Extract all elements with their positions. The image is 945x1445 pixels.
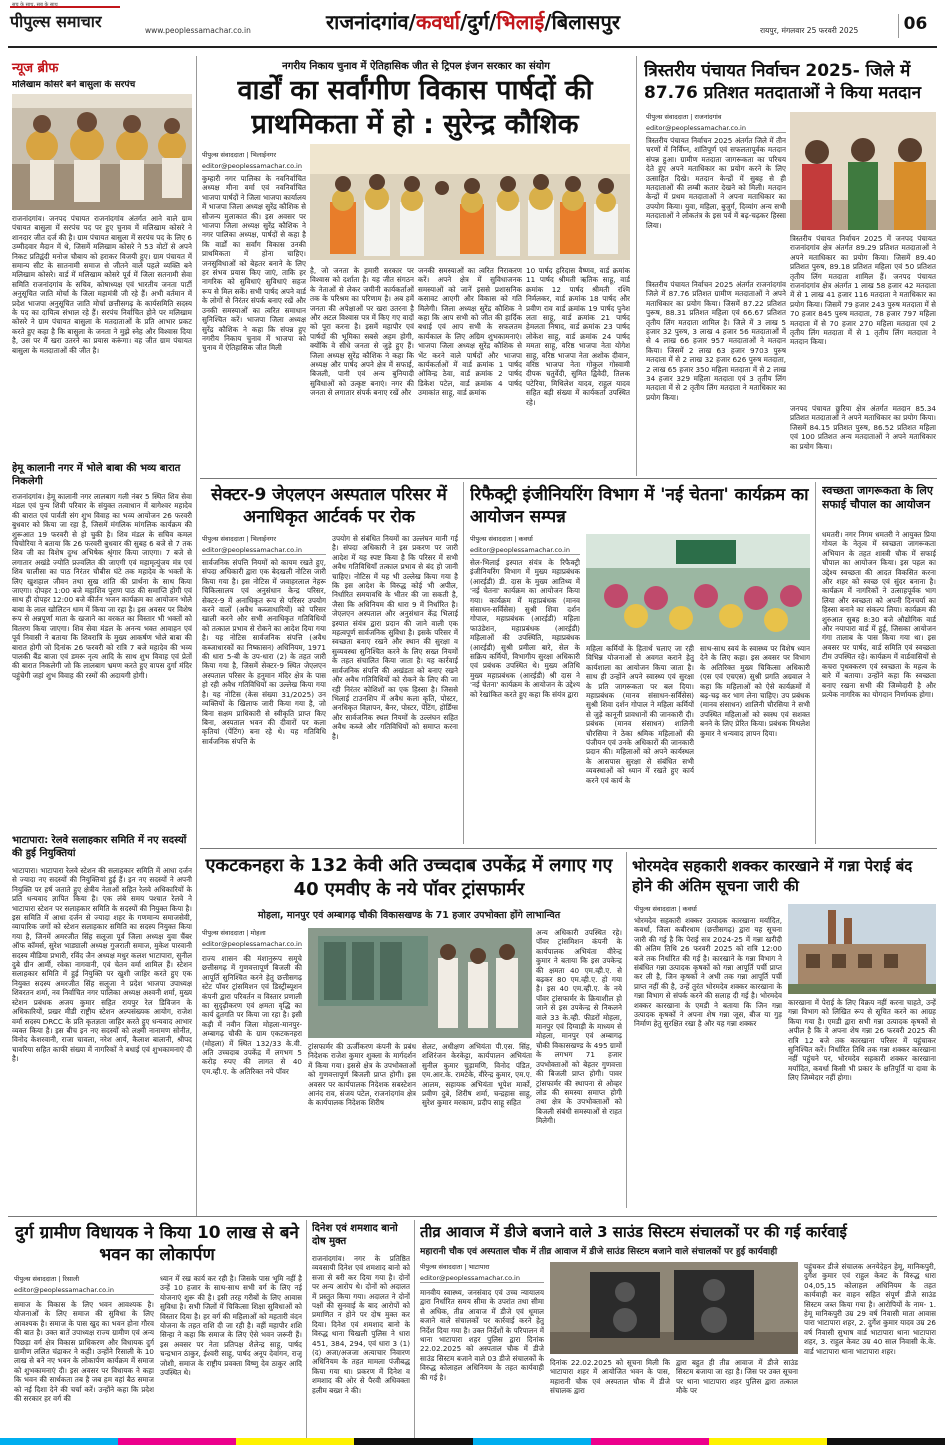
lead-kicker: नगरीय निकाय चुनाव में ऐतिहासिक जीत से ट्रिपल इंजन सरकार का संयोग [282,61,550,72]
brief-body-2: राजनांदगांव। हेमू कालानी नगर लालबाग गली नंबर 5 स्थित शिव सेवा मंडल एवं पुन्य शिवी परिवार के संयुक्त तत्वाधान में बागेश्वर महादेव की बारात एवं पार्वती संग शुभ विवाह का भव्य आयोजन 26 फरवरी बुधवार को किया जा रहा है, जिसमें मंगलिक मांगलिक कार्यक्रम की शुरूआत 19 फरवरी से हो चुकी है। शिव मंडल के सचिव कमल चिचोरिया ने बताया कि 26 फरवरी बुधवार की सुबह 6 बजे से 7 तक शिव जी का विशेष दुग्ध अभिषेक श्रृंगार किया जाएगा। 7 बजे से लगातार अखंडे ज्योति प्रज्वलित की जाएगी एवं महामृत्युंजय मंत्र एवं शिव चालीसा का पाठ निरंतर चौबीस घंटे तक महादेव के भक्तों के लिए खुशहाल जीवन तथा सुख शांति की प्रार्थना के साथ किया जाएगा। दोपहर 1:00 बजे महाशिव पुराण पाठ की समाप्ति होगी एवं साथ ही दोपहर 12:00 बजे कीर्तन भजन कार्यक्रम का आयोजन भोले बाबा के लाल खोलिटन धाम में किया जा रहा है। इस अवसर पर विशेष रूप से अन्नपूर्णा माता के खजाने का वरकत का विस्तार भी भक्तों को वितरण किया जाएगा। शिव सेवा मंडल के अनन्य भक्त आवाहन एवं पूर्व निवासी ने बताया कि शिवरात्रि के मुख्य आकर्षण भोले बाबा की बारात होगी जो दिनांक 26 फरवरी को रात्रि 7 बजे महादेव की भव्य पालकी बैंड बाजा एवं डमरू नृत्य आदि के साथ शुभ विवाह एवं प्रेतों की बारात निकलेगी जो कि लालबाग भ्रमण करते हुए वापस दुर्गा मंदिर पहुंचेगी जहां शुभ विवाह की रस्मों की अदायगी होगी। [12,492,192,680]
sugar-photo-factory [788,904,936,994]
column-rule [414,1220,415,1438]
brief-headline-1: मलिखाम कोसरे बने बासुला के सरपंच [12,80,136,90]
section-title [326,8,620,35]
dowry-headline: दिनेश एवं शमशाद बानो दोष मुक्त [312,1223,398,1247]
dj-headline: तीव्र आवाज में डीजे बजाने वाले 3 साउंड सिस्टम संचालकों पर की गई कार्रवाई [420,1223,847,1241]
chetna-headline: रिफैक्ट्री इंजीनियरिंग विभाग में 'नई चेतना' कार्यक्रम का आयोजन सम्पन्न [470,485,809,527]
brief-photo-garland [12,94,192,210]
section-rule [8,1216,937,1217]
masthead-rule [8,46,937,48]
transformer-byline: पीपुल्स संवाददाता | मोहला [202,929,266,937]
masthead [0,0,945,50]
column-rule [815,482,816,844]
dj-body-4: पहुंचकर डीजे संचालक अनयेदेहन हेमू, मानिकपुरी, दुर्गेश कुमार एवं राहुल केवट के विरुद्ध धारा 04,05,15 कोलाहल अधिनियम के तहत कार्यवाही कर वाहन सहित संपूर्ण डीजे साउंड सिस्टम जब्त किया गया है। आरोपियों के नाम- 1. हेमू मानिकपुरी उम्र 29 वर्ष निवासी माता आवास पारा भाटापारा शहर, 2. दुर्गेश कुमार यादव उम्र 26 वर्ष निवासी सुभाष वार्ड भाटापारा थाना भाटापारा शहर, 3. राहुल केवट उम्र 40 साल निवासी के.के. वार्ड भाटापारा थाना भाटापारा शहर। [804,1262,936,1356]
panchayat-headline: त्रिस्तरीय पंचायत निर्वाचन 2025- जिले में 87.76 प्रतिशत मतदाताओं ने किया मतदान [644,61,922,103]
panchayat-photo-voters [790,112,936,230]
panchayat-email: editor@peoplessamachar.co.in [646,124,786,133]
print-colorbar [0,1438,945,1445]
sugar-body-2: कारखाना में पेराई के लिए विक्रय नहीं करना चाहते, उन्हें गन्ना विभाग को लिखित रूप से सूचित करने का आग्रह किया गया है। एमडी द्वारा सभी गन्ना उत्पादक कृषकों से अपील है कि वे अपना शेष गन्ना 26 फरवरी 2025 की रात्रि 12 बजे तक कारखाना परिसर में पहुंचाकर सुनिश्चित करें। निर्धारित तिथि तक गन्ना शक्कर कारखाना नहीं पहुंचने पर, भोरमदेव सहकारी शक्कर कारखाना मर्यादित, कवर्धा किसी भी प्रकार के क्षतिपूर्ति या दावा के लिए जिम्मेदार नहीं होगा। [788,998,936,1083]
lead-byline: पीपुल्स संवाददाता | भिलाईनगर [202,151,277,159]
page-number: 06 [898,14,932,38]
chetna-body-3: साथ-साथ स्वयं के स्वास्थ्य पर विशेष ध्यान देने के लिए कहा। इस अवसर पर विभाग के अतिरिक्त मुख्य चिकित्सा अधिकारी (एस एवं एचएस) सुश्री प्रगति अग्रवाल ने कहा कि महिलाओं को ऐसे कार्यक्रमों में बढ़-चढ़ कर भाग लेना चाहिए। उप प्रबंधक (मानव संसाधन) शालिनी चौरसिया ने सभी उपस्थित महिलाओं को स्वस्थ एवं सशक्त बनने के लिए प्रेरित किया। प्रबंधक मिथलेश कुमार ने धन्यवाद ज्ञापन दिया। [700,644,810,738]
section-sep: / [408,10,416,34]
lead-headline: वार्डों का सर्वांगीण विकास पार्षदों की प्राथमिकता में हो : सुरेन्द्र कौशिक [237,75,593,140]
panchayat-byline: पीपुल्स संवाददाता | राजनांदगांव [646,113,722,121]
section-sep: / [544,10,552,34]
sugar-byline: पीपुल्स संवाददाता | कवर्धा [634,905,697,913]
dj-body-3: द्वारा बहुत ही तीव्र आवाज में डीजे साउंड सिस्टम बजाया जा रहा है। जिस पर उक्त सूचना पर थाना भाटापारा शहर पुलिस द्वारा तत्काल मौके पर [676,1358,798,1396]
durg-byline: पीपुल्स संवाददाता | रिसाली [14,1275,80,1283]
chetna-photo-audience [586,534,810,640]
brand-logo: पीपुल्स समाचार [10,12,102,31]
jln-byline: पीपुल्स संवाददाता | भिलाईनगर [202,535,277,543]
website-link[interactable]: www.peoplessamachar.co.in [145,26,251,35]
dj-body-2: दिनांक 22.02.2025 को सूचना मिली कि भाटापारा शहर में आयोजित भवन के पास, महारानी चौक एवं अस्पताल चौक में डीजे संचालक द्वारा [550,1358,670,1396]
column-rule [626,852,627,1208]
chetna-email: editor@peoplessamachar.co.in [470,546,580,555]
dateline: रायपुर, मंगलवार 25 फरवरी 2025 [760,26,859,35]
brief-body-3: भाटापारा। भाटापारा रेलवे स्टेशन की सलाहकार समिति में आधा दर्जन से ज्यादा नए सदस्यों की नियुक्तियां हुई हैं। इन नए सदस्यों ने अपनी नियुक्ति पर हर्ष जताते हुए क्षेत्रीय नेताओं सहित रेलवे अधिकारियों के प्रति धन्यवाद ज्ञापित किया है। एक लंबे समय पश्चात रेलवे ने भाटापारा स्टेशन पर सलाहकार समिति के सदस्यों की नियुक्त किया है। इस समिति में आधा दर्जन से ज्यादा शहर के गणमान्य समाजसेवी, व्यापारिक जगों को स्टेशन सलाहकार समिति का सदस्य नियुक्त किया गया है, जिनमें अमरजीत सिंह सलूजा पूर्व जिला अध्यक्ष युवा चैंबर ऑफ कॉमर्स, सुरेश भाड्याली अध्यक्ष गुजराती समाज, मुकेश पारवानी सदस्य मीडिया प्रभारी, रविंद जैन अध्यक्ष मधुर कलश भाटापारा, सुनील दुबे ग्रीन आर्मी, रवेका नागवानी, एवं चेतन वर्मा शामिल हैं। स्टेशन सलाहकार समिति में हुई नियुक्ति पर खुशी जाहिर करते हुए एक नियुक्त सदस्य अमरजीत सिंह सलूजा ने प्रदेश भाजपा उपाध्यक्ष शिवरतन शर्मा, नव निर्वाचित नगर पालिका अध्यक्ष अश्वनी शर्मा, मुख्य स्टेशन प्रबंधक अजय कुमार सहित रायपुर रेल डिविजन के अधिकारियों, प्रखर मीडी राष्ट्रीय स्टेशन अल्पसंख्यक आयोग, राजेश वर्मा सदस्य DRCC के प्रति कृतज्ञता जाहिर करते हुए धन्यवाद आभार व्यक्त किया है। इस बीच इन नए सदस्यों को लक्ष्मी नानामण सोनीत, विनोद केशरवानी, राजा चावला, नरेश आर्य, कैलाश बालानी, श्रीपद चावरिया सहित काफी संख्या में नागरिकों ने बधाई एवं शुभकामनाएं दी है। [12,866,192,1064]
lead-email: editor@peoplessamachar.co.in [202,162,302,170]
dj-photo-speakers [550,1262,798,1354]
transformer-email: editor@peoplessamachar.co.in [202,940,302,948]
sugar-headline: भोरमदेव सहकारी शक्कर कारखाने में गन्ना पेराई बंद होने की अंतिम सूचना जारी की [632,857,913,895]
news-brief-label: न्यूज ब्रीफ [12,61,59,76]
panchayat-body-2: त्रिस्तरीय पंचायत निर्वाचन 2025 अंतर्गत राजनांदगांव जिले में 87.76 प्रतिशत ग्रामीण मतदाताओं ने अपने मताधिकार का प्रयोग किया। जिसमें 87.22 प्रतिशत पुरूष, 88.31 प्रतिशत महिला एवं 66.67 प्रतिशत तृतीय लिंग मतदाता शामिल है। जिले में 3 लाख 5 हजार 32 पुरुष, 3 लाख 4 हजार 56 मतदाताओं में से 4 लाख 66 हजार 957 मतदाताओं ने मतदान किया। जिसमें 2 लाख 63 हजार 9703 पुरुष मतदाता में से 2 लाख 32 हजार 626 पुरुष मतदाता, 2 लाख 65 हजार 350 महिला मतदाता में से 2 लाख 34 हजार 329 महिला मतदाता एवं 3 तृतीय लिंग मतदाता में से 2 तृतीय लिंग मतदाता ने मताधिकार का प्रयोग किया। [646,280,786,402]
brand-tagline: सच के साथ, सब के साथ [12,2,58,8]
section-city-kawardha: कवर्धा [415,10,460,34]
transformer-body-2: ट्रांसफार्मर की ऊर्जीकरण कंपनी के प्रबंध निदेशक राजेश कुमार शुक्ला के मार्गदर्शन में किया गया। इससे क्षेत्र के उपभोक्ताओं को गुणवत्तापूर्ण बिजली प्राप्त होगी। इस अवसर पर कार्यपालक निदेशक सबस्टेशन आनंद राव, संजय पटेल, राजनांदगांव क्षेत्र के कार्यपालक निदेशक शिरीष [308,1042,416,1108]
section-city-durg: दुर्ग [467,10,490,34]
section-city-rajnandgaon: राजनांदगांव [326,10,409,34]
section-sep: / [489,10,497,34]
transformer-subhead: मोहला, मानपुर एवं अम्बागढ़ चौकी विकासखण्ड के 71 हजार उपभोक्ता होंगे लाभान्वित [257,910,561,921]
jln-email: editor@peoplessamachar.co.in [202,546,326,555]
sugar-body-1: भोरमदेव सहकारी शक्कर उत्पादक कारखाना मर्यादित, कवर्धा, जिला कबीरधाम (छत्तीसगढ़) द्वारा यह सूचना जारी की गई है कि पेराई सत्र 2024-25 में गन्ना खरीदी की अंतिम तिथि 26 फरवरी 2025 को रात्रि 12:00 बजे तक निर्धारित की गई है। कारखाने के गन्ना विभाग ने संबंधित गन्ना उत्पादक कृषकों को गन्ना आपूर्ति पर्ची प्राप्त कर ली है, जिन कृषकों ने अभी तक गन्ना आपूर्ति पर्ची प्राप्त नहीं की है, उन्हें तुरंत भोरमदेव शक्कर कारखाना के गन्ना विभाग से संपर्क करने की सलाह दी गई है। भोरमदेव शक्कर कारखाना के एमडी ने बताया कि जिन गन्ना उत्पादक कृषकों ने अपना शेष गन्ना जूस, बीज या गुड़ निर्माण हेतु सुरक्षित रखा है और यह गन्ना शक्कर [634,916,782,1029]
lead-body-1: कुम्हारी नगर पालिका के नवनिर्वाचित अध्यक्ष मीना वर्मा एवं नवनिर्वाचित भाजपा पार्षदों ने जिला भाजपा कार्यालय में भाजपा जिला अध्यक्ष सुरेंद्र कौशिक से सौजन्य मुलाकात की। इस अवसर पर भाजपा जिला अध्यक्ष सुरेंद्र कौशिक ने नगर पालिका अध्यक्ष, पार्षदों से कहा है कि वार्डों का सर्वांग विकास उनकी प्राथमिकता में होना चाहिए। जनसुविधाओं को बेहतर बनाने के लिए हर संभव प्रयास किए जाएं, ताकि हर नागरिक को सुविधाएं सुविधाएं सहज रूप से मिल सकें। सभी पार्षद अपने वार्ड के लोगों से निरंतर संपर्क बनाए रखें और उनकी समस्याओं का त्वरित समाधान सुनिश्चित करें। भाजपा जिला अध्यक्ष सुरेंद्र कौशिक ने कहा कि संपन्न हुए नगरीय निकाय चुनाव में भाजपा को चुनाव में ऐतिहासिक जीत मिली [202,174,306,353]
brief-body-1: राजनांदगांव। जनपद पंचायत राजनांदगांव अंतर्गत आने वाले ग्राम पंचायत बासुला में सरपंच पद पर हुए चुनाव में मलिखाम कोसरे ने शानदार जीत दर्ज की है। ग्राम पंचायत बासुला में सरपंच पद के लिए 6 उम्मीदवार मैदान में थे, जिसमें मलिखाम कोसरे ने 53 वोटों से अपने निकट प्रतिद्वंदी मनोज चौबाय को हराकर विजयी हुए। ग्राम पंचायत में समान्य सीट के सातनामी समाज से जीतने वाले पहले व्यक्ति बने मलिखाम कोसरे। वार्ड में मलिखाम कोसरे पूर्व में जिला सतनामी सेवा समिति राजनांदगांव के सचिव, कोषाध्यक्ष एवं भारतीय जनता पार्टी अनुसूचित जाति मोर्चा के जिला महामंत्री जी रहे हैं। अभी वर्तमान में प्रदेश भाजपा अनुसूचित जाति मोर्चा छत्तीसगढ़ के कार्यसमिति सदस्य के पद का दायित्व संभाल रहे हैं। सरपंच निर्वाचित होने पर मलिखाम कोसरे ने ग्राम पंचायत बासुला के मतदाताओं के प्रति आभार प्रकट करते हुए कहा है कि बासुला के जनता ने मुझे स्नेह और विश्वास दिया है, उस पर मैं खरा उतरने का प्रयास करूंगा। वह जीत ग्राम पंचायत बासुला के मतदाताओं की जीत है। [12,214,192,355]
dj-email: editor@peoplessamachar.co.in [420,1274,544,1283]
section-city-bhilai: भिलाई [496,10,545,34]
section-sep: / [459,10,468,34]
column-rule [196,56,197,1216]
brief-headline-3: भाटापारा: रेलवे सलाहकार समिति में नए सदस्यों की हुई नियुक्तियां [12,835,187,859]
column-rule [463,482,464,844]
swachhta-headline: स्वच्छता जागरूकता के लिए सफाई चौपाल का आयोजन [822,484,933,511]
transformer-body-3: सेलट, अधीक्षण अभियंता पी.एस. सिंह, शशिरंजन केरकेट्टा, कार्यपालन अभियंता सुनील कुमार चुड़ामणि, विनोद पंडित, एम.आर.के. रामटेके, वीरेन्द्र कुमार, एम.ए. आलम, सहायक अभियंता भूपेश मार्को, प्रवीण दुबे, शिरीष शर्मा, चन्द्रहास साहू, सुरेश कुमार मरकाम, प्रदीप साहू सहित [422,1042,532,1108]
column-rule [306,1220,307,1438]
swachhta-body: धमतरी। नगर निगम धमतरी ने आयुक्त प्रिया गोयल के नेतृत्व में स्वच्छता जागरूकता अभियान के तहत शास्त्री चौक में सफाई चौपाल का आयोजन किया। इस पहल का उद्देश्य स्वच्छता की आदत विकसित करना और शहर को स्वच्छ एवं सुंदर बनाना है। कार्यक्रम में नागरिकों ने उत्साहपूर्वक भाग लिया और स्वच्छता को अपनी दिनचर्या का हिस्सा बनाने का संकल्प लिया। कार्यक्रम की शुरुआत सुबह 8:30 बजे औद्योगिक वार्ड और नयापारा वार्ड में हुई, जिसका आयोजन गंगा तालाब के पास किया गया था। इस अवसर पर पार्षद, वार्ड समिति एवं स्वच्छता टीम उपस्थित रहे। कार्यक्रम में वार्डवासियों से कचरा पृथक्करण एवं स्वच्छता के महत्व के बारे में बताया। उन्होंने कहा कि स्वच्छता बनाए रखना सभी की जिम्मेदारी है और प्रत्येक नागरिक का योगदान निर्णायक होगा। [822,530,936,699]
panchayat-body-3: त्रिस्तरीय पंचायत निर्वाचन 2025 में जनपद पंचायत राजनांदगांव क्षेत्र अंतर्गत 89.29 प्रतिशत मतदाताओं ने अपने मताधिकार का प्रयोग किया। जिसमें 89.40 प्रतिशत पुरुष, 89.18 प्रतिशत महिला एवं 50 प्रतिशत तृतीय लिंग मतदाता शामिल हैं। जनपद पंचायत राजनांदगांव क्षेत्र अंतर्गत 1 लाख 58 हजार 42 मतदाता में से 1 लाख 41 हजार 116 मतदाता ने मताधिकार का प्रयोग किया। जिसमें 79 हजार 243 पुरुष मतदाता में से 70 हजार 845 पुरुष मतदाता, 78 हजार 797 महिला मतदाता में से 70 हजार 270 महिला मतदाता एवं 2 तृतीय लिंग मतदाता में से 1 तृतीय लिंग मतदाता ने मतदान किया। [790,234,936,347]
section-city-bilaspur: बिलासपुर [551,10,620,34]
chetna-byline: पीपुल्स संवाददाता | कवर्धा [470,535,533,543]
lead-body-2: है, जो जनता के हमारी सरकार पर विश्वास को दर्शाता है। यह जीत संगठन के नेताओं से लेकर जमीनी कार्यकर्ताओं तक के परिश्रम का परिणाम है। अब हमें जनता की अपेक्षाओं पर खरा उतरना है और अटल विश्वास पत्र में किए गए वादों को पूरा करना है। इसमें महापौर एवं पार्षदों की भूमिका सबसे अहम होगी, क्योंकि वे सीधे जनता से जुड़े हुए हैं। जिला अध्यक्ष सुरेंद्र कौशिक ने कहा कि अध्यक्ष और पार्षद अपने क्षेत्र में सफाई, बिजली, पानी एवं अन्य बुनियादी सुविधाओं को उत्कृष्ट बनाएं। नगर की जनता से लगातार संपर्क बनाए रखें और [310,266,414,398]
lead-photo-meeting [310,144,630,260]
dowry-body: राजनांदगांव। नगर के प्रतिष्ठित व्यवसायी दिनेश एवं शमशाद बानो को सजा से बरी कर दिया गया है। दोनों पर अन्य आरोप थे। दोनों को अदालत में प्रस्तुत किया गया। अदालत ने दोनों पक्षों की सुनवाई के बाद आरोपों को प्रमाणित न होने पर दोष मुक्त कर दिया। दिनेश एवं शमशाद बानो के विरुद्ध थाना चिखली पुलिस ने धारा 451, 384, 294, एवं धारा 3 (1) (द) अजा/अजजा अत्याचार निवारण अधिनियम के तहत मामला पंजीबद्ध किया गया था। प्रकरण में दिनेश व शमशाद की ओर से पैरवी अधिवक्ता हलीम बख्श ने की। [312,1254,410,1395]
dj-body-1: मानवीय स्वास्थ्य, जनसंवाद एवं उच्च न्यायालय द्वारा निर्धारित समय सीमा के उपरांत तथा सीमा से अधिक, तीव्र आवाज में डीजे एवं धूमाल बजाने वाले संचालकों पर कार्रवाई करने हेतु निर्देश दिया गया है। उक्त निर्देशों के परिपालन में थाना भाटापारा शहर पुलिस द्वारा दिनांक 22.02.2025 को अस्पताल चौक में डीजे साउंड सिस्टम बजाने वाले 03 डीजे संचालकों के विरुद्ध कोलाहल अधिनियम के तहत कार्यवाही की गई है। [420,1288,544,1382]
section-rule [200,848,937,849]
transformer-body-4: अन्य अधिकारी उपस्थित रहे। पॉवर ट्रांसमिशन कंपनी के कार्यपालक अभियंता वीरेन्द्र कुमार ने बताया कि इस उपकेन्द्र की क्षमता 40 एम.व्ही.ए. से बढ़कर 80 एम.व्ही.ए. हो गया है। इस 40 एम.व्ही.ए. के नये पॉवर ट्रांसफार्मर के क्रियाशील हो जाने से इस उपकेन्द्र से निकलने वाले 33 के.व्ही. फीडरों मोहला, मानपुर एवं दिग्वाड़ी के माध्यम से मोहला, मानपुर एवं अम्बागढ़ चौकी विकासखण्ड के 495 ग्रामों के लगभग 71 हजार उपभोक्ताओं को बेहतर गुणवत्ता की बिजली प्राप्त होगी। पावर ट्रांसफार्मर की स्थापना से ओव्हर लोड की समस्या समाप्त होगी तथा क्षेत्र के उपभोक्ताओं को बिजली संबंधी समस्याओं से राहत मिलेगी। [536,928,622,1126]
jln-headline: सेक्टर-9 जेएलएन अस्पताल परिसर में अनाधिकृत आर्टवर्क पर रोक [211,485,447,527]
transformer-body-1: राज्य शासन की मंशानुरूप समूचे छत्तीसगढ़ में गुणवत्तापूर्ण बिजली की आपूर्ति सुनिश्चित करने हेतु छत्तीसगढ़ स्टेट पॉवर ट्रांसमिशन एवं डिस्ट्रीब्यूशन कंपनी द्वारा परिवर्तन व विस्तार प्रणाली का सुदृढ़ीकरण एवं क्षमता वृद्धि का कार्य द्रुतगति पर किया जा रहा है। इसी कड़ी में नवीन जिला मोहला-मानपुर-अम्बागढ़ चौकी के ग्राम एकटकनहरा (मोहला) में स्थित 132/33 के.वी. अति उच्चदाब उपकेंद्र में लगभग 5 करोड़ रुपए की लागत से 40 एम.व्ही.ए. के अतिरिक्त नये पॉवर [202,954,302,1076]
durg-body-2: ध्यान में रख कार्य कर रही है। जिसके पास भूमि नहीं है उन्हें 10 हजार के साथ-साथ सभी वर्ग के लिए नई योजनाएं शुरू की है। इसी तरह गरीबों के लिए आवास सुविधा है। सभी जिलों में चिकित्सा शिक्षा सुविधाओं को विस्तार दिया है। हर वर्ग की महिलाओं को महतारी वंदन योजना के तहत राशि दी जा रही है। वहीं महापौर शशि सिन्हा ने कहा कि समाज के लिए ऐसे भवन जरूरी हैं। इस अवसर पर नेता प्रतिपक्ष शैलेन्द्र साहू, पार्षद चन्द्रभान ठाकुर, ईश्वरी साहू, पार्षद अनूप देवांगन, राजू जोशी, समाज के राष्ट्रीय प्रवक्ता विष्णु देव ठाकुर आदि उपस्थित थे। [160,1274,302,1378]
jln-body-1: सार्वजनिक संपत्ति नियमों को कायम रखते हुए, संपदा अधिकारी द्वारा एक बेदखली नोटिस जारी किया गया है। इस नोटिस में जवाहरलाल नेहरू चिकित्सालय एवं अनुसंधान केन्द्र परिसर, सेक्टर-9 में अनाधिकृत रूप से परिसर उपयोग करने वालों (अवैध कब्जाधारियों) को परिसर खाली करने और सभी अनाधिकृत गतिविधियों को तत्काल प्रभाव से रोकने का आदेश दिया गया है। यह नोटिस सार्वजनिक संपत्ति (अवैध कब्जाधारकों का निष्कासन) अधिनियम, 1971 की धारा 5-बी के उप-धारा (2) के तहत जारी किया गया है, जिसमें सेक्टर-9 स्थित जेएलएन अस्पताल परिसर के हनुमान मंदिर क्षेत्र के पास हो रही अवैध गतिविधियों का उल्लेख किया गया है। यह नोटिस (केस संख्या 31/2025) उन व्यक्तियों के खिलाफ जारी किया गया है, जो बिना सक्षम प्राधिकारी से स्वीकृति प्राप्त किए बिना, अस्पताल भवन की दीवारों पर कला कृतियां (पेंटिंग) बना रहे थे। यह गतिविधि सार्वजनिक संपत्ति के [202,558,326,746]
lead-body-4: 10 पार्षद हरिदास वैष्णव, वार्ड क्रमांक 11 पार्षद श्रीमती ऋतिक साहू, वार्ड क्रमांक 12 पार्षद श्रीमती रश्मि निर्मलकर, वार्ड क्रमांक 18 पार्षद और प्रवीण राव वार्ड क्रमांक 19 पार्षद पुनेश लता साहू, वार्ड क्रमांक 21 पार्षद हेमलता निषाद, वार्ड क्रमांक 23 पार्षद लोकेश साहू, वार्ड क्रमांक 24 पार्षद ममता साहू, वरिष्ठ भाजपा नेता योगेश साहू, वरिष्ठ भाजपा नेता अशोक दीवान, वरिष्ठ भाजपा नेता गोकुल गोस्वामी दीपक चतुर्वेदी, सुमित द्विवेदी, तिलक पटेरिया, मिथिलेश यादव, राहुल यादव सहित बड़ी संख्या में कार्यकर्ता उपस्थित रहे। [526,266,630,407]
panchayat-body-1: त्रिस्तरीय पंचायत निर्वाचन 2025 अंतर्गत जिले में तीन चरणों में निर्विघ्न, शांतिपूर्ण एवं सफलतापूर्वक मतदान संपन्न हुआ। ग्रामीण मतदाता जागरूकता का परिचय देते हुए अपने मताधिकार का प्रयोग करने के लिए उत्साहित दिखे। मतदान केन्द्रों में सुबह से ही मतदाताओं की लम्बी कतार देखने को मिली। मतदान केन्द्रों में प्रथम मतदाताओं ने अपना मताधिकार का उपयोग किया। युवा, महिला, बुजुर्ग, दिव्यांग अन्य सभी मतदाताओं ने लोकतंत्र के इस पर्व में बढ़-चढ़कर हिस्सा लिया। [646,136,786,230]
chetna-body-1: सेल-भिलाई इस्पात संयंत्र के रिफैक्ट्री इंजीनियरिंग विभाग में मुख्य महाप्रबंधक (आरईडी) डी. दास के मुख्य आतिथ्य में 'नई चेतना' कार्यक्रम का आयोजन किया गया। कार्यक्रम में महाप्रबंधक (मानव संसाधन-सर्विसेस) सुश्री शिवा दर्शन गोपाल, महाप्रबंधक (आरईडी) महिला फाउंडेशन, महाप्रबंधक (आरईडी) महिलाओं की उपस्थिति, महाप्रबंधक (आरईडी) सुश्री प्रमीला बारे, सेल के सक्रिय कर्मियों, विभागीय सुरक्षा अधिकारी एवं प्रबंधक उपस्थित थे। मुख्य अतिथि मुख्य महाप्रबंधक (आरईडी) श्री दास ने 'नई चेतना' कार्यक्रम के आयोजन के उद्देश्य को रेखांकित करते हुए कहा कि संयंत्र द्वारा [470,558,580,699]
jln-body-2: उपयोग से संबंधित नियमों का उल्लंघन मानी गई है। संपदा अधिकारी ने इस प्रकरण पर जारी आदेश में यह स्पष्ट किया है कि परिसर में सभी अवैध गतिविधियाँ तत्काल प्रभाव से बंद हो जानी चाहिए। नोटिस में यह भी उल्लेख किया गया है कि इस आदेश के विरुद्ध कोई भी अपील, निर्धारित समयावधि के भीतर की जा सकती है, जैसा कि अधिनियम की धारा 9 में निर्धारित है। जेएलएन अस्पताल और अनुसंधान केंद्र भिलाई इस्पात संयंत्र द्वारा प्रदान की जाने वाली एक महत्वपूर्ण सार्वजनिक सुविधा है। इसके परिसर में स्वच्छता बनाए रखने और स्थान की सुरक्षा व सुव्यवस्था सुनिश्चित करने के लिए सख्त नियमों के तहत संचालित किया जाता है। यह कार्रवाई सार्वजनिक संपत्ति की अखंडता को बनाए रखने और अवैध गतिविधियों को रोकने के लिए की जा रही निरंतर कोशिशों का एक हिस्सा है। जिससे भिलाई टाउनशिप में अवैध कला कृति, पोस्टर, अनधिकृत विज्ञापन, बैनर, पोस्टर, पेंटिंग, होर्डिंग्स और सार्वजनिक स्थल नियमों के उल्लंघन सहित अवैध कब्जे और गतिविधियों को समाप्त करना है। [332,534,458,741]
durg-body-1: समाज के विकास के लिए भवन आवश्यक है। योजनाओं के लिए समाज की सुविधा के लिए आवश्यक है। समाज के पास खुद का भवन होना गौरव की बात है। उक्त बातें उपाध्यक्ष राज्य ग्रामीण एवं अन्य पिछड़ा वर्ग क्षेत्र विकास प्राधिकरण और विधायक दुर्ग ग्रामीण ललित चंद्राकर ने कही। उन्होंने रिसाली के 10 लाख से बने नए भवन के लोकार्पण कार्यक्रम में समाज को शुभकामनाएं दी। इस अवसर पर विधायक ने कहा कि भवन की सार्थकता तब है जब हम वहां बैठ समाज को नई दिशा देने की चर्चा करें। उन्होंने कहा कि प्रदेश की सरकार हर वर्ग की [14,1300,154,1404]
durg-headline: दुर्ग ग्रामीण विधायक ने किया 10 लाख से बने भवन का लोकार्पण [15,1223,299,1265]
lead-body-3: जनकी समस्याओं का त्वरित निराकरण करें। अपने क्षेत्र में सुविधाजनक समस्याओं को जानें इससे प्रशासनिक कसावट आएगी और विकास को गति मिलेगी। जिला अध्यक्ष सुरेंद्र कौशिक ने कहा कि आप सभी को जीत की हार्दिक बधाई एवं आप सभी के सफलतम कार्यकाल के लिए अग्रिम शुभकामनाएं। भाजपा जिला अध्यक्ष सुरेंद्र कौशिक से भेंट करने वाले पार्षदों और भाजपा कार्यकर्ताओं में वार्ड क्रमांक 1 पार्षद ओविन्द्र ठेवा, वार्ड क्रमांक 2 पार्षद डिकेश पटेल, वार्ड क्रमांक 4 पार्षद उमाकांत साहू, वार्ड क्रमांक [418,266,522,398]
durg-email: editor@peoplessamachar.co.in [14,1286,154,1295]
brief-headline-2: हेमू कालानी नगर में भोले बाबा की भव्य बारात निकलेगी [12,463,181,487]
transformer-photo-substation [308,928,532,1038]
panchayat-body-4: जनपद पंचायत छुरिया क्षेत्र अंतर्गत मतदान 85.34 प्रतिशत मतदाताओं ने अपने मताधिकार का प्रयोग किया। जिसमें 84.15 प्रतिशत पुरुष, 86.52 प्रतिशत महिला एवं 100 प्रतिशत अन्य मतदाताओं ने अपने मताधिकार का प्रयोग किया। [790,404,936,451]
section-rule [200,478,937,479]
dj-byline: पीपुल्स संवाददाता | भाटापारा [420,1263,490,1271]
chetna-body-2: महिला कर्मियों के हितार्थ चलाए जा रही विभिन्न योजनाओं से अवगत कराने हेतु कार्यशाला का आयोजन किया जाता है। साथ ही उन्होंने अपने स्वास्थ्य एवं सुरक्षा के प्रति जागरूकता पर बल दिया। महाप्रबंधक (मानव संसाधन-सर्विसेस) सुश्री शिवा दर्शन गोपाल ने महिला कर्मियों से जुड़े कानूनी प्रावधानों की जानकारी दी। प्रबंधक (मानव संसाधन) शालिनी चौरसिया ने ठेका श्रमिक महिलाओं की पंजीयन एवं उनके अधिकारों की जानकारी प्रदान की। महिलाओं को अपने कार्यस्थल के आसपास सुरक्षा से संबंधित सभी व्यवस्थाओं को ध्यान में रखते हुए कार्य करने एवं कार्य के [586,644,694,785]
transformer-headline: एकटकनहरा के 132 केवी अति उच्चदाब उपकेंद्र में लगाए गए 40 एमवीए के नये पॉवर ट्रांसफार्मर [205,855,613,900]
column-rule [636,56,637,476]
dj-subhead: महारानी चौक एवं अस्पताल चौक में तीव्र आवाज में डीजे साउंड सिस्टम बजाने वाले संचालकों पर हुई कार्यवाही [420,1247,778,1257]
